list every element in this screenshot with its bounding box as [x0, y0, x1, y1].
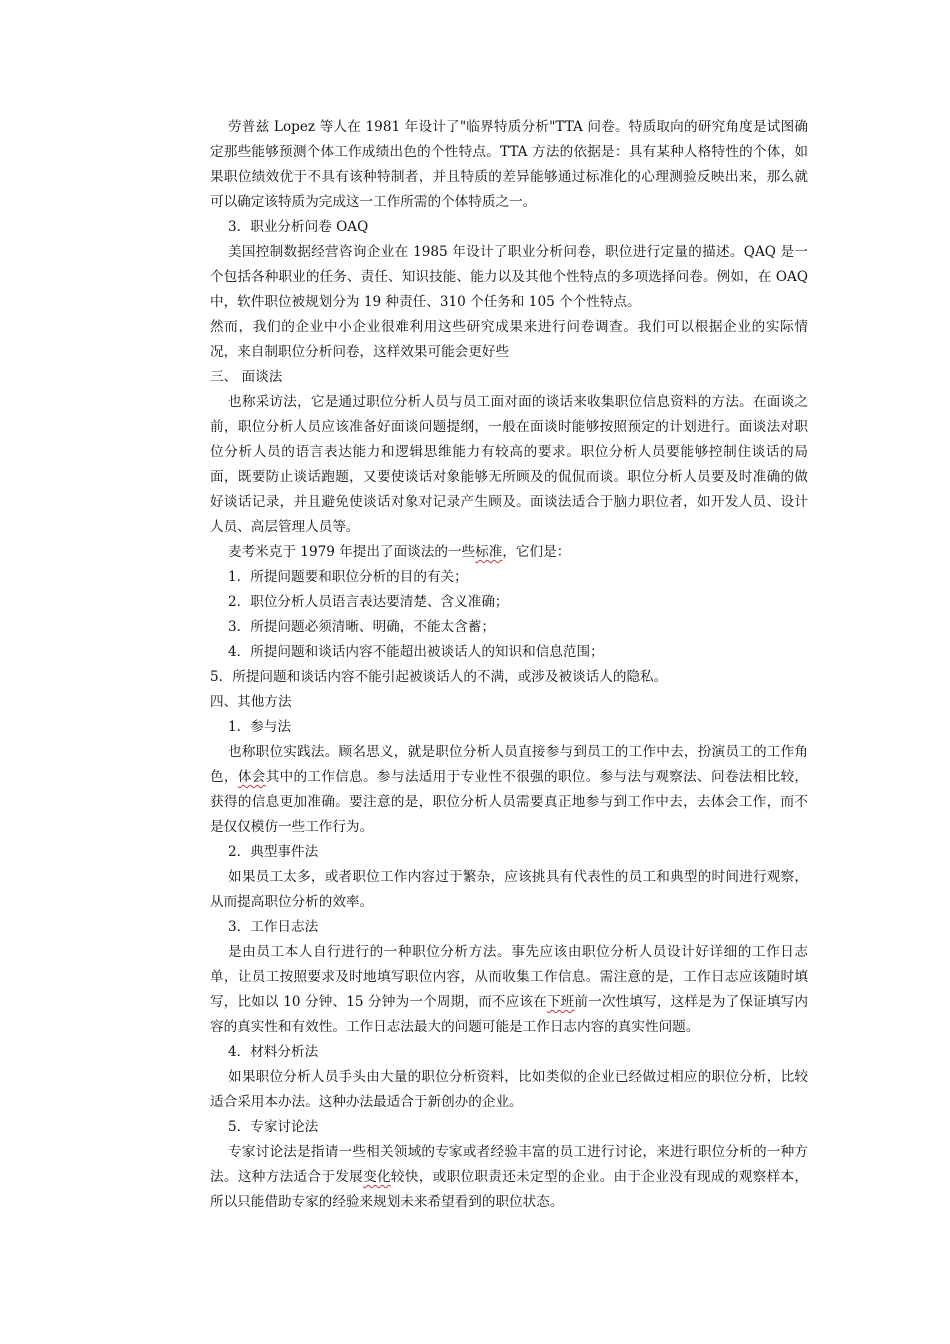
text-segment: 麦考米克于 1979 年提出了面谈法的一些	[228, 544, 476, 560]
list-item-4: 4．所提问题和谈话内容不能超出被谈话人的知识和信息范围；	[228, 644, 604, 660]
spellcheck-word: 体会	[237, 769, 266, 785]
text-segment: 前一次性填写，这样是为了保证填写内容的真实性和有效性。工作日志法最大的问题可能是工作日志内容的真实性问题。	[210, 994, 809, 1035]
text-segment: 专家讨论法是指请一些相关领域的专家或者经验丰富的员工进行讨论，来进行职位分析的一种方法。这种方法适合于发展	[210, 1144, 808, 1185]
heading-participation: 1．参与法	[228, 719, 292, 735]
text-segment: 也称职位实践法。顾名思义，就是职位分析人员直接参与到员工的工作中去，扮演员工的工作角色，	[210, 744, 808, 785]
paragraph-material-analysis: 如果职位分析人员手头由大量的职位分析资料，比如类似的企业已经做过相应的职位分析，比较适合采用本办法。这种办法最适合于新创办的企业。	[210, 1069, 808, 1110]
heading-expert-discussion: 5．专家讨论法	[228, 1119, 319, 1135]
text-segment: 较快，或职位职责还未定型的企业。由于企业没有现成的观察样本，所以只能借助专家的经验来规划未来希望看到的职位状态。	[210, 1169, 809, 1210]
paragraph-work-log	[210, 940, 808, 1040]
text-segment: ，它们是：	[502, 544, 571, 560]
heading-work-log: 3．工作日志法	[228, 919, 319, 935]
paragraph-participation	[210, 740, 808, 840]
heading-interview: 三、 面谈法	[210, 369, 283, 385]
paragraph-expert-discussion	[210, 1140, 808, 1215]
list-item-3: 3．所提问题必须清晰、明确，不能太含蓄；	[228, 619, 495, 635]
spellcheck-word: 标准	[475, 544, 503, 560]
paragraph-critical-incident: 如果员工太多，或者职位工作内容过于繁杂，应该挑具有代表性的员工和典型的时间进行观察，从而提高职位分析的效率。	[210, 869, 808, 910]
paragraph-interview: 也称采访法，它是通过职位分析人员与员工面对面的谈话来收集职位信息资料的方法。在面谈之前，职位分析人员应该准备好面谈问题提纲，一般在面谈时能够按照预定的计划进行。面谈法对职位分析人员的语言表达能力和逻辑思维能力有较高的要求。职位分析人员要能够控制住谈话的局面，既要防止谈话跑题，又要使谈话对象能够无所顾及的侃侃而谈。职位分析人员要及时准确的做好谈话记录，并且避免使谈话对象对记录产生顾及。面谈法适合于脑力职位者，如开发人员、设计人员、高层管理人员等。	[210, 394, 808, 535]
paragraph-sme: 然而，我们的企业中小企业很难利用这些研究成果来进行问卷调查。我们可以根据企业的实际情况，来自制职位分析问卷，这样效果可能会更好些	[210, 319, 808, 360]
heading-material-analysis: 4．材料分析法	[228, 1044, 319, 1060]
list-item-1: 1．所提问题要和职位分析的目的有关；	[228, 569, 468, 585]
heading-other-methods: 四、其他方法	[210, 694, 292, 710]
paragraph-tta: 劳普兹 Lopez 等人在 1981 年设计了"临界特质分析"TTA 问卷。特质取向的研究角度是试图确定那些能够预测个体工作成绩出色的个性特点。TTA 方法的依据是：具有某种人格特性的个体，如果职位绩效优于不具有该种特制者，并且特质的差异能够通过标准化的心理测验反映出来，那么就可以确定该特质为完成这一工作所需的个体特质之一。	[210, 119, 808, 210]
spellcheck-word: 下班	[546, 994, 575, 1010]
list-item-2: 2．职位分析人员语言表达要清楚、含义准确；	[228, 594, 509, 610]
text-segment: 其中的工作信息。参与法适用于专业性不很强的职位。参与法与观察法、问卷法相比较，获得的信息更加准确。要注意的是，职位分析人员需要真正地参与到工作中去，去体会工作，而不是仅仅模仿一些工作行为。	[210, 769, 809, 835]
paragraph-oaq: 美国控制数据经营咨询企业在 1985 年设计了职业分析问卷，职位进行定量的描述。QAQ 是一个包括各种职业的任务、责任、知识技能、能力以及其他个性特点的多项选择问卷。例如，在 OAQ 中，软件职位被规划分为 19 种责任、310 个任务和 105 个个性特点。	[210, 244, 808, 310]
heading-critical-incident: 2．典型事件法	[228, 844, 319, 860]
heading-oaq: 3．职业分析问卷 OAQ	[228, 219, 369, 235]
paragraph-mccormick	[210, 540, 808, 565]
spellcheck-word: 变化	[363, 1169, 391, 1185]
text-segment: 是由员工本人自行进行的一种职位分析方法。事先应该由职位分析人员设计好详细的工作日志单，让员工按照要求及时地填写职位内容，从而收集工作信息。需注意的是，工作日志应该随时填写，比如以 10 分钟、15 分钟为一个周期，而不应该在	[210, 944, 808, 1010]
list-item-5: 5．所提问题和谈话内容不能引起被谈话人的不满，或涉及被谈话人的隐私。	[210, 669, 668, 685]
document-page	[210, 115, 808, 1215]
